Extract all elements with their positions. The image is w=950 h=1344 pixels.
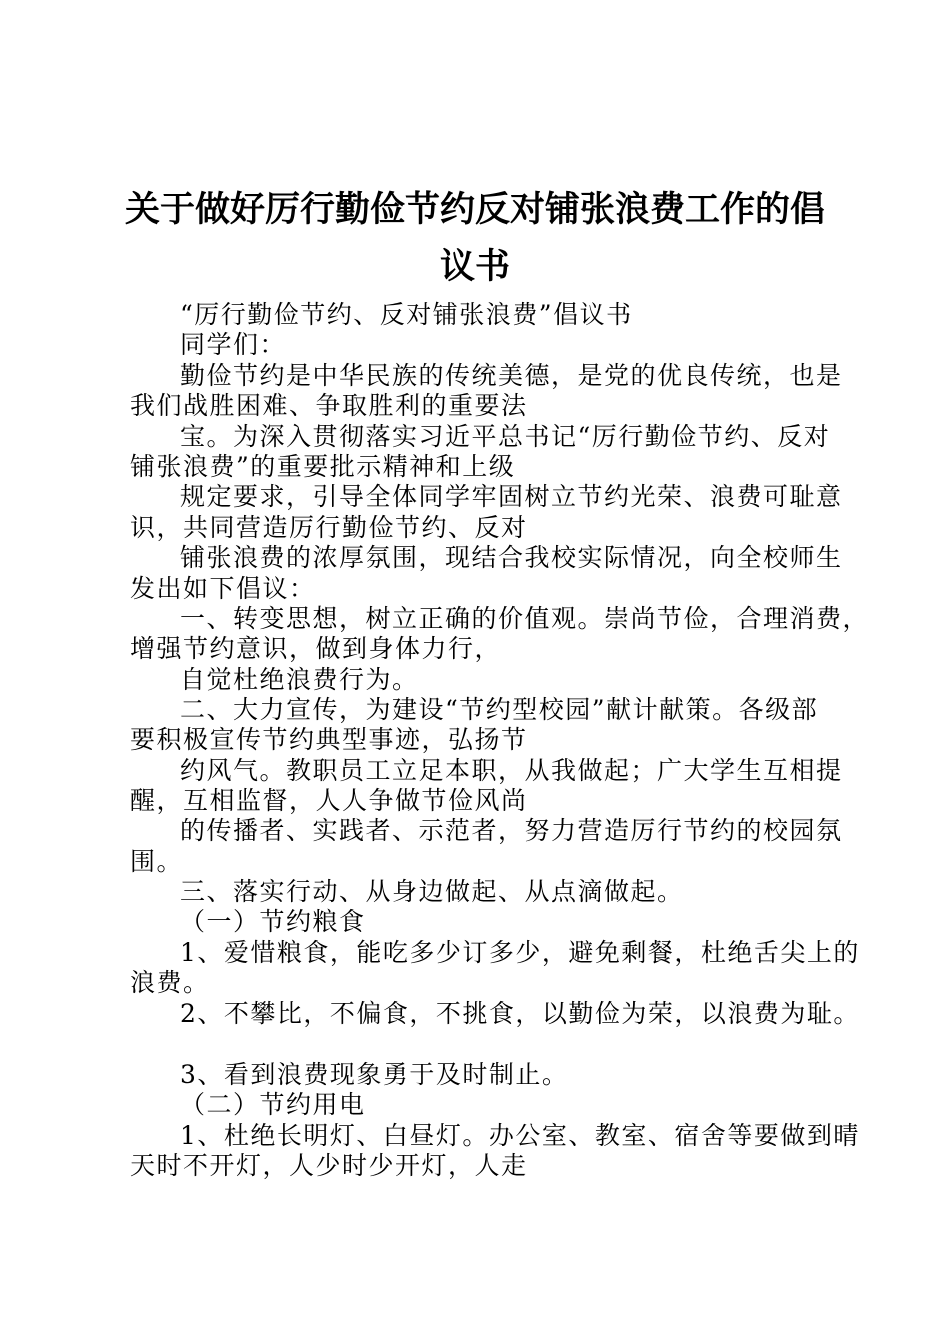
text-line: 我们战胜困难、争取胜利的重要法: [130, 391, 528, 420]
text-line: 一、转变思想，树立正确的价值观。崇尚节俭，合理消费，: [180, 604, 870, 633]
text-line: 同学们：: [180, 330, 287, 359]
text-line: 勤俭节约是中华民族的传统美德，是党的优良传统，也是: [180, 361, 843, 390]
text-line: 铺张浪费”的重要批示精神和上级: [130, 452, 516, 481]
text-line: 3、看到浪费现象勇于及时制止。: [180, 1060, 569, 1089]
document-title-line-2: 议书: [439, 247, 510, 287]
text-line: 铺张浪费的浓厚氛围，现结合我校实际情况，向全校师生: [180, 543, 843, 572]
text-line: 宝。为深入贯彻落实习近平总书记“厉行勤俭节约、反对: [180, 422, 831, 451]
text-line: 围。: [130, 847, 184, 876]
text-line: 规定要求，引导全体同学牢固树立节约光荣、浪费可耻意: [180, 482, 843, 511]
text-line: 三、落实行动、从身边做起、从点滴做起。: [180, 877, 684, 906]
text-line: （一）节约粮食: [180, 907, 366, 936]
text-line: 天时不开灯，人少时少开灯，人走: [130, 1151, 528, 1180]
text-line: 识，共同营造厉行勤俭节约、反对: [130, 513, 528, 542]
text-line: “厉行勤俭节约、反对铺张浪费”倡议书: [180, 300, 633, 329]
text-line: 增强节约意识，做到身体力行，: [130, 634, 502, 663]
text-line: 醒，互相监督，人人争做节俭风尚: [130, 786, 528, 815]
text-line: （二）节约用电: [180, 1090, 366, 1119]
text-line: 二、大力宣传，为建设“节约型校园”献计献策。各级部: [180, 695, 819, 724]
text-line: 1、爱惜粮食，能吃多少订多少，避免剩餐，杜绝舌尖上的: [180, 938, 860, 967]
text-line: 发出如下倡议：: [130, 574, 316, 603]
text-line: 的传播者、实践者、示范者，努力营造厉行节约的校园氛: [180, 816, 843, 845]
text-line: 1、杜绝长明灯、白昼灯。办公室、教室、宿舍等要做到晴: [180, 1121, 860, 1150]
text-line: 自觉杜绝浪费行为。: [180, 665, 419, 694]
document-title-line-1: 关于做好厉行勤俭节约反对铺张浪费工作的倡: [124, 190, 825, 230]
text-line: 要积极宣传节约典型事迹，弘扬节: [130, 725, 528, 754]
text-line: 浪费。: [130, 968, 210, 997]
text-line: 2、不攀比，不偏食，不挑食，以勤俭为荣，以浪费为耻。: [180, 999, 860, 1028]
text-line: 约风气。教职员工立足本职，从我做起；广大学生互相提: [180, 756, 843, 785]
